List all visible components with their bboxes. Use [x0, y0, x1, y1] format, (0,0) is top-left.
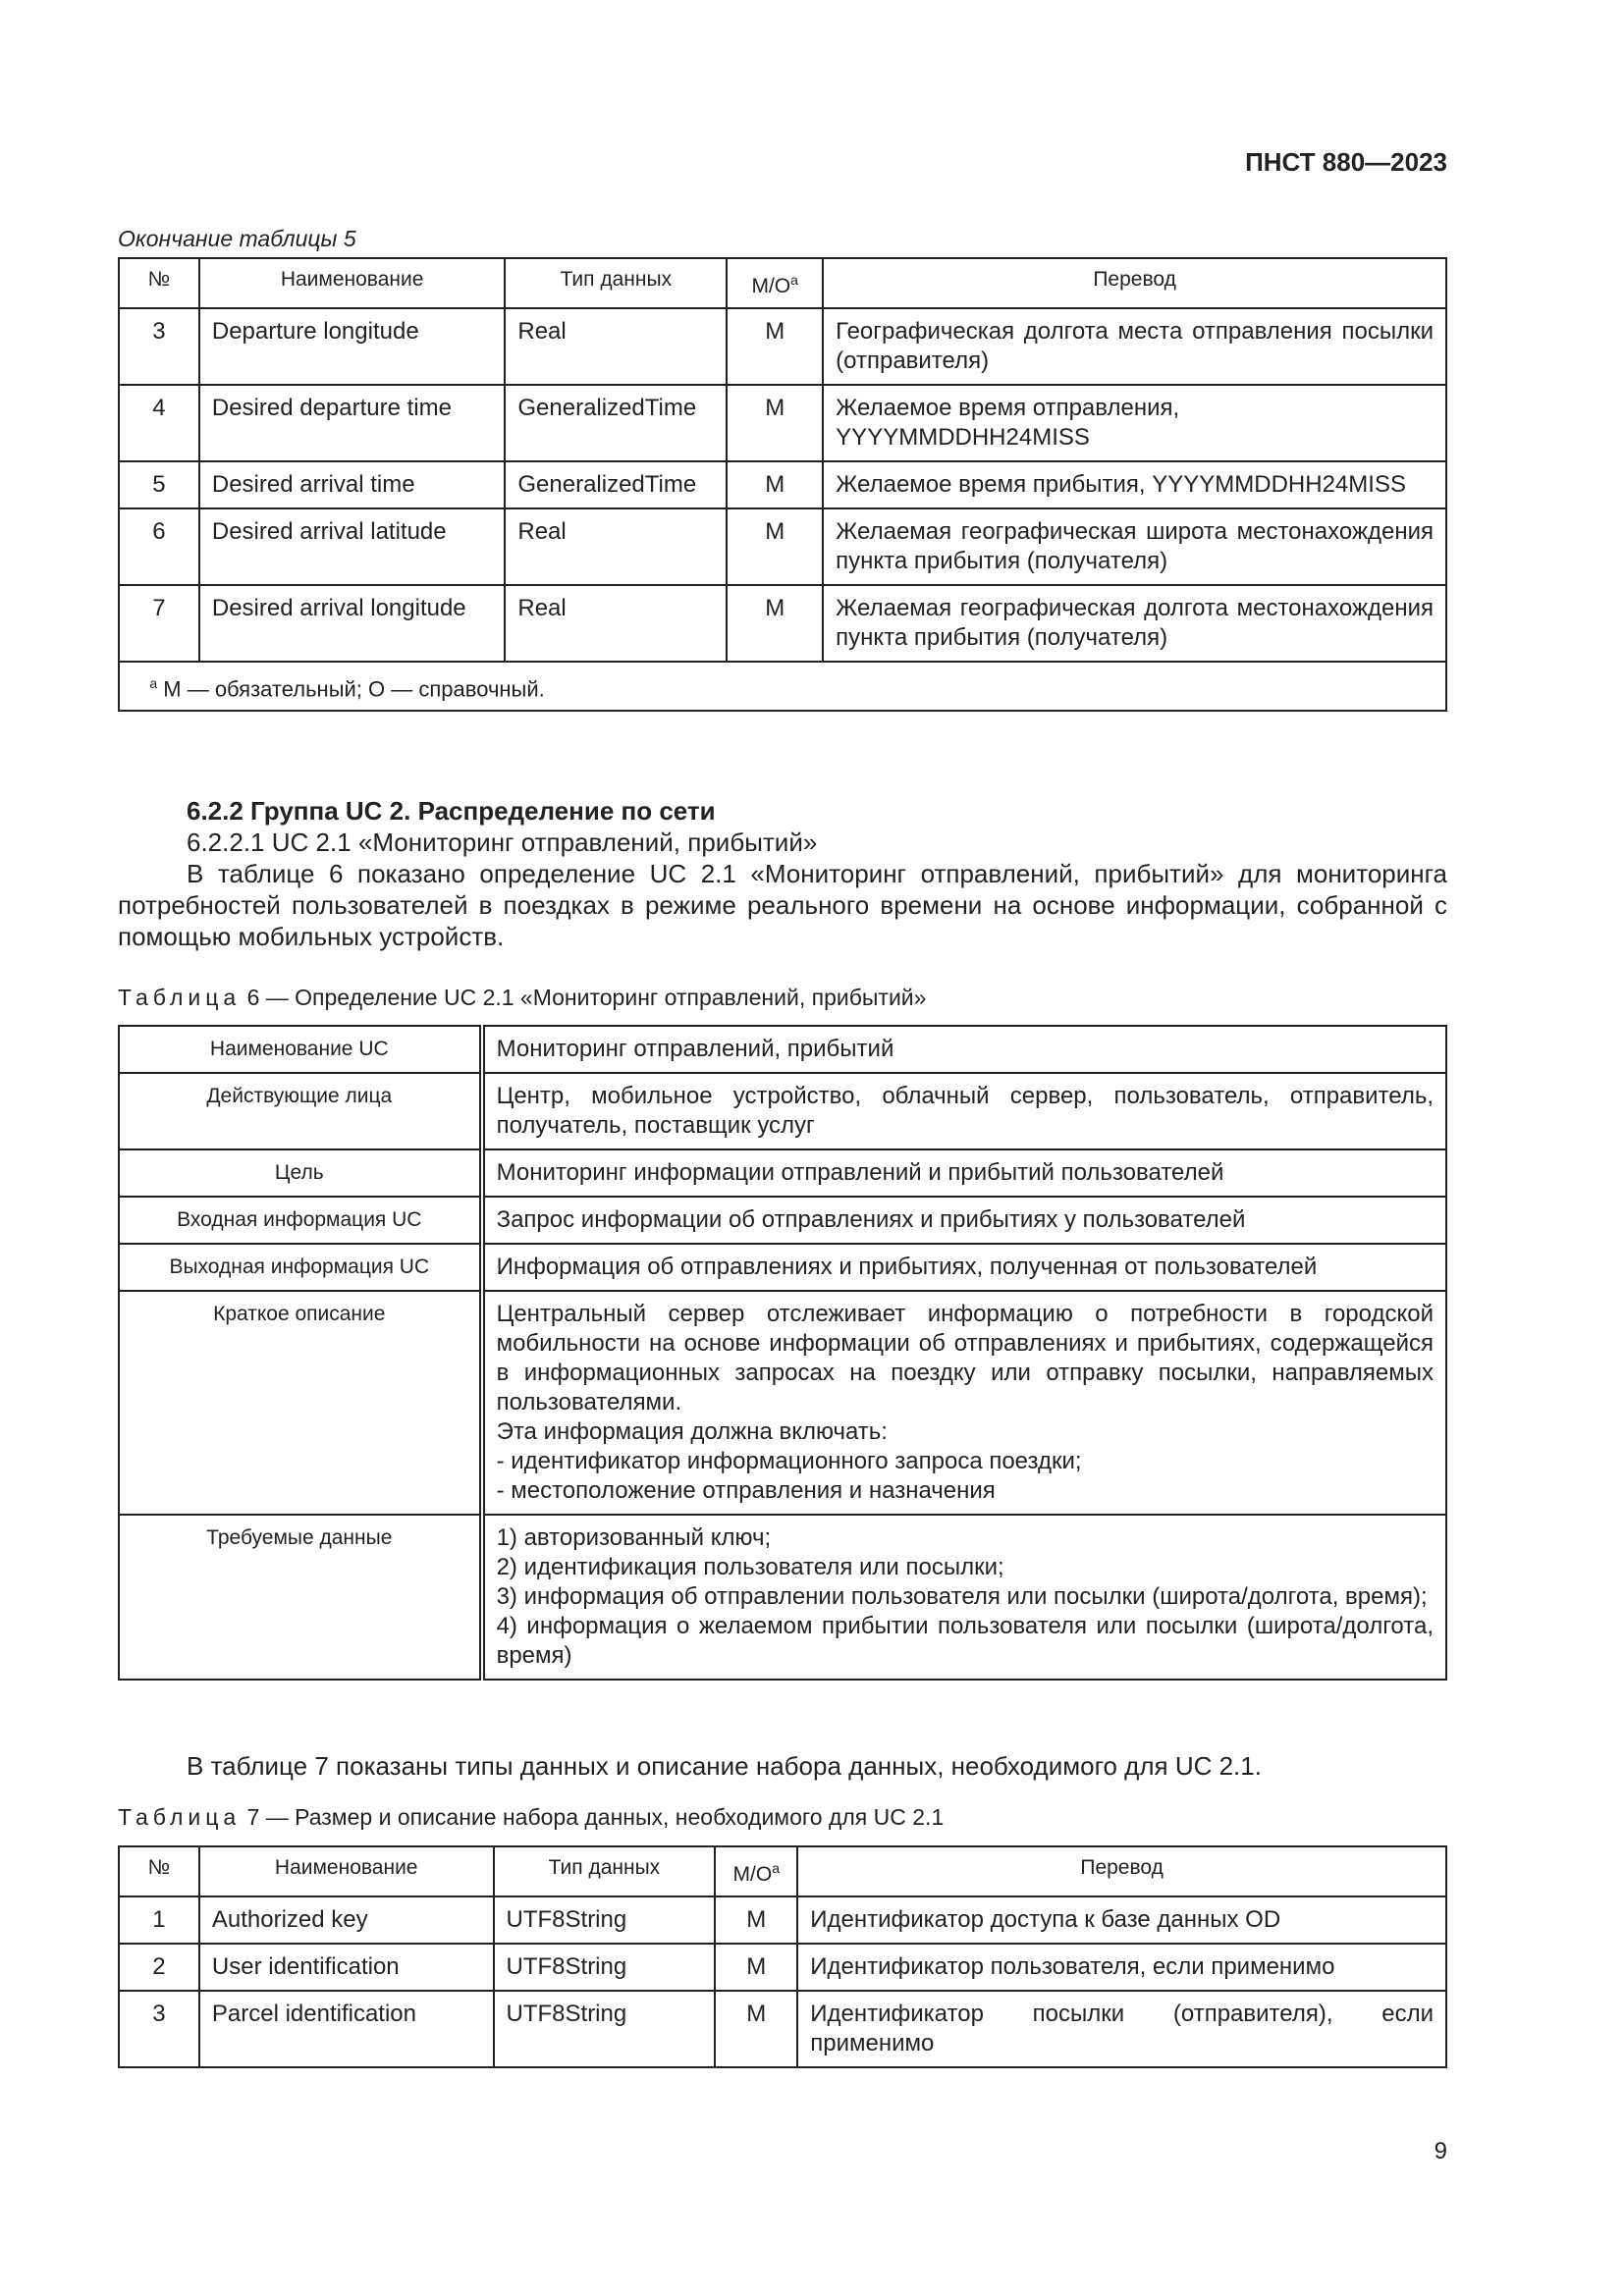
header-name: Наименование	[199, 258, 506, 308]
row-translation: Географическая долгота места отправления посылки (отправителя)	[823, 308, 1446, 385]
table7-header-row	[119, 1846, 1446, 1896]
section-paragraph: В таблице 6 показано определение UC 2.1 «Мониторинг отправлений, прибытий» для мониторинга потребностей пользователей в поездках в режиме реального времени на основе информации, собранной с помощью мобильных устройств.	[118, 859, 1447, 951]
required-item: 3) информация об отправлении пользователя или посылки (широта/долгота, время);	[496, 1583, 1428, 1610]
row-mo: M	[715, 1944, 797, 1991]
table-row	[119, 385, 1446, 461]
row-mo: M	[715, 1991, 797, 2067]
row-translation: Идентификатор пользователя, если применимо	[797, 1944, 1446, 1991]
section-6-2-2	[118, 795, 1447, 952]
header-mo-text: M/O	[732, 1863, 773, 1886]
table6-caption	[118, 985, 926, 1011]
row-name: User identification	[199, 1944, 494, 1991]
row-mo: M	[727, 308, 823, 385]
table6-caption-word: Таблица	[118, 985, 242, 1010]
table5-footnote-row	[119, 662, 1446, 711]
required-item: 2) идентификация пользователя или посылки;	[496, 1554, 1004, 1580]
header-type: Тип данных	[505, 258, 727, 308]
row-label: Действующие лица	[119, 1073, 482, 1149]
row-type: UTF8String	[494, 1896, 716, 1944]
row-name: Desired departure time	[199, 385, 506, 461]
row-label: Цель	[119, 1149, 482, 1197]
row-num: 1	[119, 1896, 199, 1944]
row-type: UTF8String	[494, 1944, 716, 1991]
table7	[118, 1845, 1447, 2068]
table-row	[119, 1944, 1446, 1991]
footnote-text: M — обязательный; O — справочный.	[163, 676, 545, 702]
table-row	[119, 1515, 1446, 1680]
table-row	[119, 1896, 1446, 1944]
table-row	[119, 1991, 1446, 2067]
header-num: №	[119, 258, 199, 308]
section-heading: 6.2.2 Группа UC 2. Распределение по сети	[187, 796, 716, 826]
row-label: Входная информация UC	[119, 1197, 482, 1244]
table5-header-row	[119, 258, 1446, 308]
row-num: 2	[119, 1944, 199, 1991]
row-translation: Желаемое время отправления, YYYYMMDDHH24MISS	[823, 385, 1446, 461]
row-num: 7	[119, 585, 199, 662]
brief-item: - местоположение отправления и назначения	[496, 1477, 996, 1504]
row-name: Departure longitude	[199, 308, 506, 385]
row-type: Real	[505, 308, 727, 385]
row-mo: M	[727, 461, 823, 508]
row-num: 6	[119, 508, 199, 585]
row-value: Запрос информации об отправлениях и прибытиях у пользователей	[482, 1197, 1446, 1244]
footnote-marker: a	[149, 675, 158, 691]
table7-caption-rest: 7 — Размер и описание набора данных, необходимого для UC 2.1	[246, 1804, 945, 1830]
table-row	[119, 508, 1446, 585]
header-type: Тип данных	[494, 1846, 716, 1896]
row-mo: M	[715, 1896, 797, 1944]
row-type: Real	[505, 508, 727, 585]
table-row	[119, 1026, 1446, 1073]
table-row	[119, 1291, 1446, 1515]
brief-item: - идентификатор информационного запроса поездки;	[496, 1448, 1082, 1474]
table-row	[119, 1197, 1446, 1244]
table7-caption	[118, 1804, 944, 1831]
row-translation: Желаемая географическая долгота местонахождения пункта прибытия (получателя)	[823, 585, 1446, 662]
row-num: 4	[119, 385, 199, 461]
row-type: GeneralizedTime	[505, 385, 727, 461]
row-value-required	[482, 1515, 1446, 1680]
row-label: Выходная информация UC	[119, 1244, 482, 1291]
table5-continuation-caption: Окончание таблицы 5	[118, 226, 356, 251]
row-label: Требуемые данные	[119, 1515, 482, 1680]
brief-text: Центральный сервер отслеживает информацию о потребности в городской мобильности на основе информации об отправлениях и прибытиях, содержащейся в информационных запросах на поездку или отправку посылки, направляемых пользователями.	[496, 1301, 1434, 1415]
table-row	[119, 585, 1446, 662]
row-name: Desired arrival latitude	[199, 508, 506, 585]
table7-caption-word: Таблица	[118, 1804, 242, 1830]
table6-caption-rest: 6 — Определение UC 2.1 «Мониторинг отправлений, прибытий»	[246, 985, 927, 1010]
row-translation: Желаемое время прибытия, YYYYMMDDHH24MISS	[823, 461, 1446, 508]
header-translation: Перевод	[797, 1846, 1446, 1896]
row-mo: M	[727, 385, 823, 461]
row-value-brief	[482, 1291, 1446, 1515]
row-num: 3	[119, 308, 199, 385]
row-value: Мониторинг информации отправлений и прибытий пользователей	[482, 1149, 1446, 1197]
brief-line2: Эта информация должна включать:	[496, 1418, 888, 1445]
table-row	[119, 1244, 1446, 1291]
table7-intro-paragraph: В таблице 7 показаны типы данных и описание набора данных, необходимого для UC 2.1.	[187, 1751, 1262, 1781]
row-name: Parcel identification	[199, 1991, 494, 2067]
row-type: Real	[505, 585, 727, 662]
footnote-marker: a	[790, 272, 798, 288]
row-num: 5	[119, 461, 199, 508]
row-translation: Идентификатор доступа к базе данных OD	[797, 1896, 1446, 1944]
row-translation: Желаемая географическая широта местонахождения пункта прибытия (получателя)	[823, 508, 1446, 585]
table-row	[119, 1149, 1446, 1197]
row-type: GeneralizedTime	[505, 461, 727, 508]
table-row	[119, 1073, 1446, 1149]
row-translation: Идентификатор посылки (отправителя), если применимо	[797, 1991, 1446, 2067]
row-mo: M	[727, 585, 823, 662]
table6	[118, 1025, 1447, 1681]
row-label: Краткое описание	[119, 1291, 482, 1515]
header-mo	[715, 1846, 797, 1896]
row-name: Desired arrival time	[199, 461, 506, 508]
table5-footnote	[119, 662, 1446, 711]
header-mo	[727, 258, 823, 308]
header-name: Наименование	[199, 1846, 494, 1896]
document-code: ПНСТ 880—2023	[1245, 147, 1447, 177]
row-type: UTF8String	[494, 1991, 716, 2067]
table5	[118, 257, 1447, 712]
header-translation: Перевод	[823, 258, 1446, 308]
page-number: 9	[1434, 2138, 1447, 2164]
required-item: 1) авторизованный ключ;	[496, 1524, 772, 1551]
table-row	[119, 308, 1446, 385]
row-mo: M	[727, 508, 823, 585]
row-name: Authorized key	[199, 1896, 494, 1944]
table-row	[119, 461, 1446, 508]
row-num: 3	[119, 1991, 199, 2067]
row-value: Центр, мобильное устройство, облачный сервер, пользователь, отправитель, получатель, поставщик услуг	[482, 1073, 1446, 1149]
row-label: Наименование UC	[119, 1026, 482, 1073]
header-num: №	[119, 1846, 199, 1896]
row-value: Информация об отправлениях и прибытиях, полученная от пользователей	[482, 1244, 1446, 1291]
required-item: 4) информация о желаемом прибытии пользователя или посылки (широта/долгота, время)	[496, 1613, 1434, 1669]
header-mo-text: M/O	[751, 275, 791, 297]
footnote-marker: a	[772, 1860, 780, 1876]
row-name: Desired arrival longitude	[199, 585, 506, 662]
row-value: Мониторинг отправлений, прибытий	[482, 1026, 1446, 1073]
section-subheading: 6.2.2.1 UC 2.1 «Мониторинг отправлений, прибытий»	[187, 828, 818, 857]
